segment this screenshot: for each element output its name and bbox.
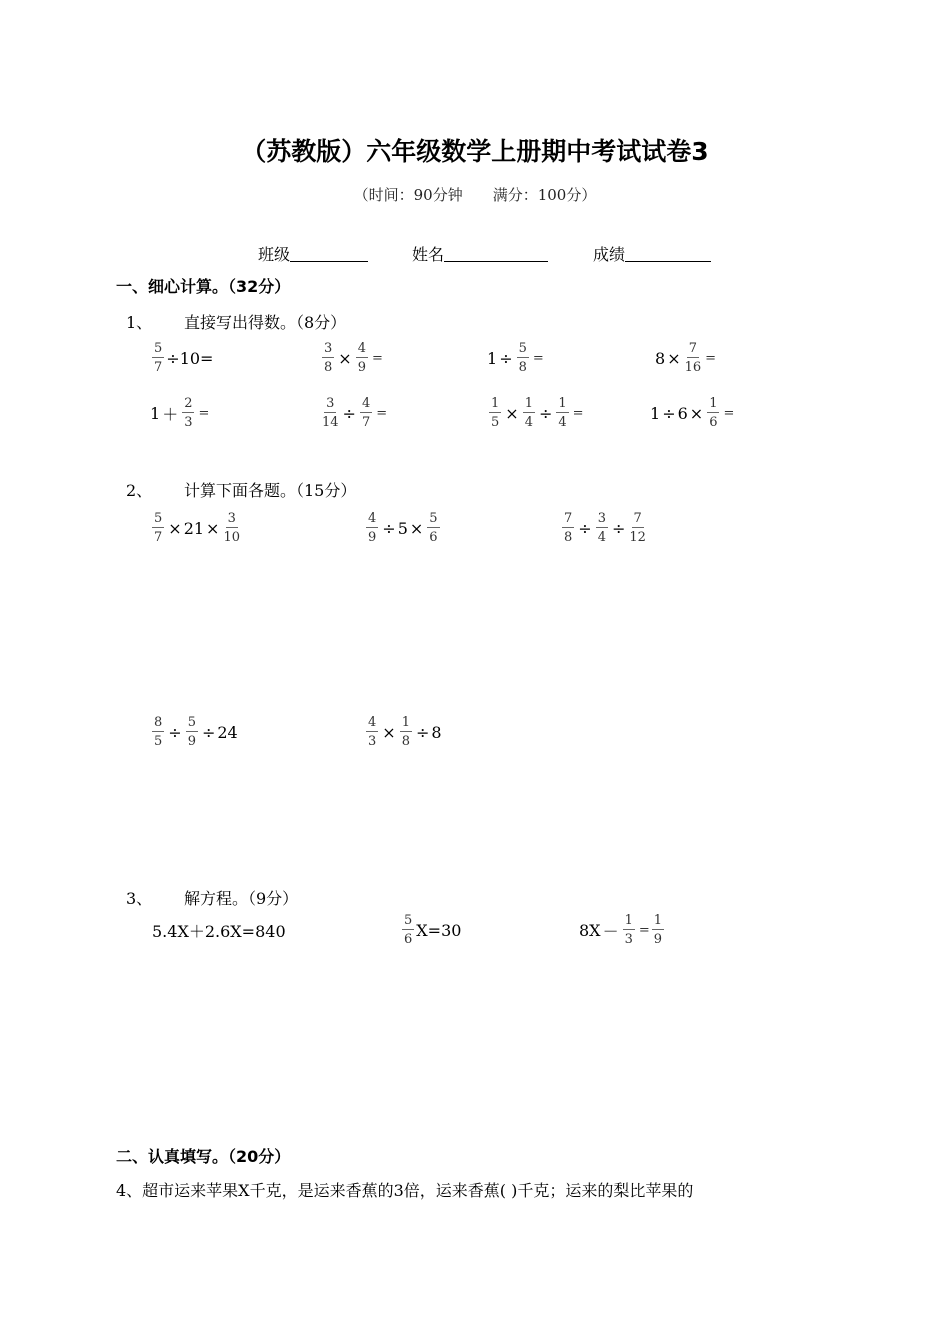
page-title: （苏教版）六年级数学上册期中考试试卷3 [241,137,709,166]
q2-text: 计算下面各题。（15分） [184,481,357,500]
fraction: $\frac{1}{4}$ [524,396,533,430]
fraction: $\frac{5}{6}$ [429,511,438,545]
fraction: $\frac{8}{5}$ [154,715,163,749]
fraction: $\frac{5}{9}$ [187,715,196,749]
q1-text: 直接写出得数。（8分） [184,313,347,332]
fraction: $\frac{3}{8}$ [324,341,333,375]
fraction: $\frac{4}{3}$ [368,715,377,749]
section2-heading: 二、认真填写。（20分） [116,1147,291,1166]
q1-item-3: 1 ÷ $\frac{5}{8}$ = [487,341,544,375]
name-blank[interactable] [444,243,548,262]
fraction: $\frac{1}{3}$ [624,913,633,947]
q1-item-6: $\frac{3}{14}$ ÷ $\frac{4}{7}$ = [322,396,388,430]
fraction: $\frac{3}{14}$ [322,396,339,430]
class-field[interactable] [258,242,368,265]
q1-item-7: $\frac{1}{5}$ × $\frac{1}{4}$ ÷ $\frac{1}{4}$ = [491,396,584,430]
exam-meta [0,184,950,205]
fraction: $\frac{3}{10}$ [223,511,240,545]
q2-item-3: $\frac{7}{8}$ ÷ $\frac{3}{4}$ ÷ $\frac{7}{12}$ [564,511,646,545]
class-label: 班级 [258,245,291,264]
fraction: $\frac{5}{7}$ [154,511,163,545]
fraction: $\frac{1}{8}$ [401,715,410,749]
fraction: $\frac{5}{6}$ [404,913,413,947]
q2-item-2: $\frac{4}{9}$ ÷ 5 × $\frac{5}{6}$ [368,511,438,545]
q1-item-4: 8 × $\frac{7}{16}$ = [655,341,717,375]
fraction: $\frac{4}{9}$ [357,341,366,375]
q4-text: 4、超市运来苹果X千克，是运来香蕉的3倍，运来香蕉( )千克；运来的梨比苹果的 [116,1181,694,1200]
fraction: $\frac{7}{16}$ [684,341,702,375]
fraction: $\frac{4}{7}$ [361,396,371,430]
q1-item-8: 1 ÷ 6 × $\frac{1}{6}$ = [650,396,735,430]
grade-field[interactable] [593,242,711,265]
q1-number: 1、 [126,313,153,332]
class-blank[interactable] [290,243,368,262]
q2-item-4: $\frac{8}{5}$ ÷ $\frac{5}{9}$ ÷ 24 [154,715,238,749]
fraction: $\frac{1}{5}$ [491,396,500,430]
q3-equation-3: 8X － $\frac{1}{3}$ = $\frac{1}{9}$ [579,913,663,947]
q2-item-1: $\frac{5}{7}$ × 21 × $\frac{3}{10}$ [154,511,240,545]
fraction: $\frac{7}{12}$ [629,511,646,545]
fraction: $\frac{5}{7}$ [154,341,163,375]
q1-item-1: $\frac{5}{7}$ ÷10= [154,341,214,375]
grade-blank[interactable] [625,243,711,262]
exam-time: （时间：90分钟 [353,186,463,204]
q3-text: 解方程。（9分） [184,889,299,908]
fraction: $\frac{1}{9}$ [653,913,663,947]
q1-label [126,310,346,333]
q2-number: 2、 [126,481,153,500]
q3-equation-1: 5.4X＋2.6X=840 [152,921,286,941]
fraction: $\frac{5}{8}$ [518,341,527,375]
grade-label: 成绩 [593,245,626,264]
fraction: $\frac{1}{6}$ [709,396,718,430]
name-field[interactable] [412,242,548,265]
fraction: $\frac{2}{3}$ [184,396,193,430]
fraction: $\frac{4}{9}$ [368,511,377,545]
name-label: 姓名 [412,245,445,264]
q3-label [126,886,298,909]
fraction: $\frac{1}{4}$ [558,396,567,430]
q2-item-5: $\frac{4}{3}$ × $\frac{1}{8}$ ÷ 8 [368,715,442,749]
fraction: $\frac{3}{4}$ [597,511,606,545]
q1-item-5: 1 ＋ $\frac{2}{3}$ = [150,396,210,430]
q1-item-2: $\frac{3}{8}$ × $\frac{4}{9}$ = [324,341,383,375]
section1-heading: 一、细心计算。（32分） [116,277,291,296]
fraction: $\frac{7}{8}$ [564,511,573,545]
exam-full-score: 满分：100分） [492,186,597,204]
q2-label [126,478,356,501]
q3-equation-2: $\frac{5}{6}$ X=30 [404,913,462,947]
q3-number: 3、 [126,889,153,908]
